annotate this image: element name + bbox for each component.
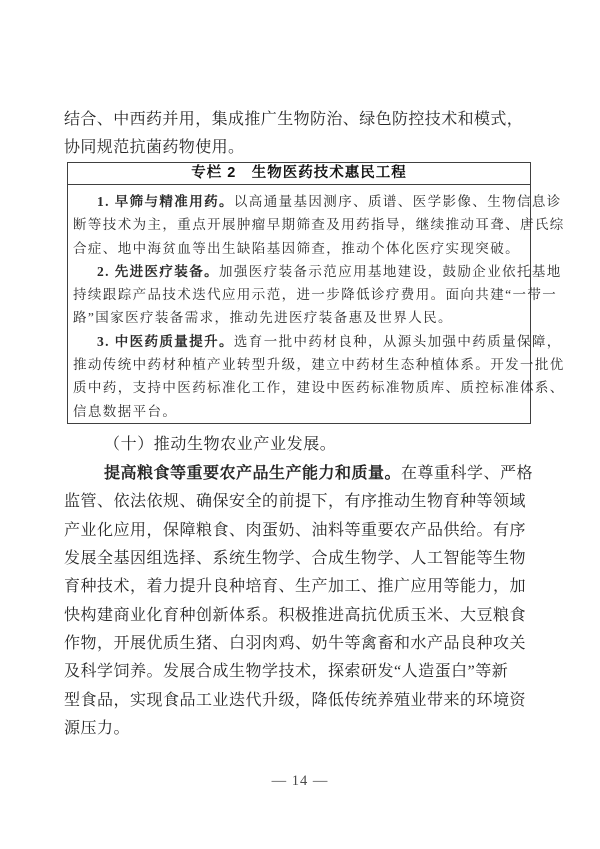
body-line <box>64 488 530 516</box>
box-item-text: 路”国家医疗装备需求，推动先进医疗装备惠及世界人民。 <box>73 310 453 326</box>
feature-box-column2 <box>67 162 565 424</box>
intro-line: 协同规范抗菌药物使用。 <box>64 139 245 157</box>
body-line <box>64 573 530 601</box>
box-item-line <box>73 283 558 306</box>
feature-box-body <box>68 185 565 423</box>
box-item-line <box>73 400 525 423</box>
body-text: 及科学饲养。发展合成生物学技术，探索研发“人造蛋白”等新 <box>64 663 509 681</box>
body-text: 监管、依法依规、确保安全的前提下，有序推动生物育种等领域 <box>64 493 527 511</box>
body-text: 快构建商业化育种创新体系。积极推进高抗优质玉米、大豆粮食 <box>64 606 527 624</box>
body-paragraph <box>64 460 534 743</box>
body-text: 在尊重科学、严格 <box>401 465 534 482</box>
body-text: 源压力。 <box>64 720 131 738</box>
box-item-lead: 3. 中医药质量提升。 <box>97 333 234 349</box>
box-item-line <box>73 260 562 283</box>
box-item-line <box>73 376 565 399</box>
page-number: — 14 — <box>271 773 329 789</box>
box-item-line <box>73 353 565 376</box>
box-item-lead: 1. 早筛与精准用药。 <box>97 194 234 209</box>
body-text: 产业化应用，保障粮食、肉蛋奶、油料等重要农产品供给。有序 <box>64 521 527 539</box>
section-heading: （十）推动生物农业产业发展。 <box>104 436 337 453</box>
box-item-text: 质中药，支持中医药标准化工作，建设中医药标准物质库、质控标准体系、 <box>73 380 565 396</box>
box-item-lead: 2. 先进医疗装备。 <box>97 263 219 279</box>
intro-paragraph <box>64 106 530 163</box>
body-text: 育种技术，着力提升良种培育、生产加工、推广应用等能力，加 <box>64 578 527 596</box>
box-item-line <box>73 190 562 213</box>
body-line <box>64 545 530 573</box>
intro-line: 结合、中西药并用，集成推广生物防治、绿色防控技术和模式， <box>64 111 524 128</box>
box-item-text: 断等技术为主，重点开展肿瘤早期筛查及用药指导，继续推动耳聋、唐氏综 <box>73 217 565 233</box>
body-line <box>64 517 530 545</box>
body-line <box>64 715 530 743</box>
box-item-line <box>73 306 525 329</box>
box-item-line <box>73 213 565 236</box>
body-line <box>64 658 530 686</box>
box-item-line <box>73 330 562 353</box>
body-line <box>64 460 534 488</box>
body-text: 型食品，实现食品工业迭代升级，降低传统养殖业带来的环境资 <box>64 691 527 709</box>
box-item-text: 合症、地中海贫血等出生缺陷基因筛查，推动个体化医疗实现突破。 <box>73 240 520 256</box>
box-item-text: 选育一批中药材良种，从源头加强中药质量保障， <box>233 333 562 349</box>
box-item-text: 以高通量基因测序、质谱、医学影像、生物信息诊 <box>233 194 562 209</box>
body-line <box>64 687 530 715</box>
feature-box-title: 专栏 2 生物医药技术惠民工程 <box>68 163 530 185</box>
box-item-text: 信息数据平台。 <box>73 403 178 419</box>
box-item-text: 持续跟踪产品技术迭代应用示范，进一步降低诊疗费用。面向共建“一带一 <box>73 287 558 303</box>
box-item-line <box>73 237 525 260</box>
body-text: 发展全基因组选择、系统生物学、合成生物学、人工智能等生物 <box>64 550 527 568</box>
box-item-text: 推动传统中药材种植产业转型升级，建立中药材生态种植体系。开发一批优 <box>73 357 565 373</box>
body-line <box>64 602 530 630</box>
body-text: 作物，开展优质生猪、白羽肉鸡、奶牛等禽畜和水产品良种攻关 <box>64 635 527 653</box>
paragraph-lead: 提高粮食等重要农产品生产能力和质量。 <box>104 465 402 482</box>
box-item-text: 加强医疗装备示范应用基地建设，鼓励企业依托基地 <box>219 263 562 279</box>
body-line <box>64 630 530 658</box>
